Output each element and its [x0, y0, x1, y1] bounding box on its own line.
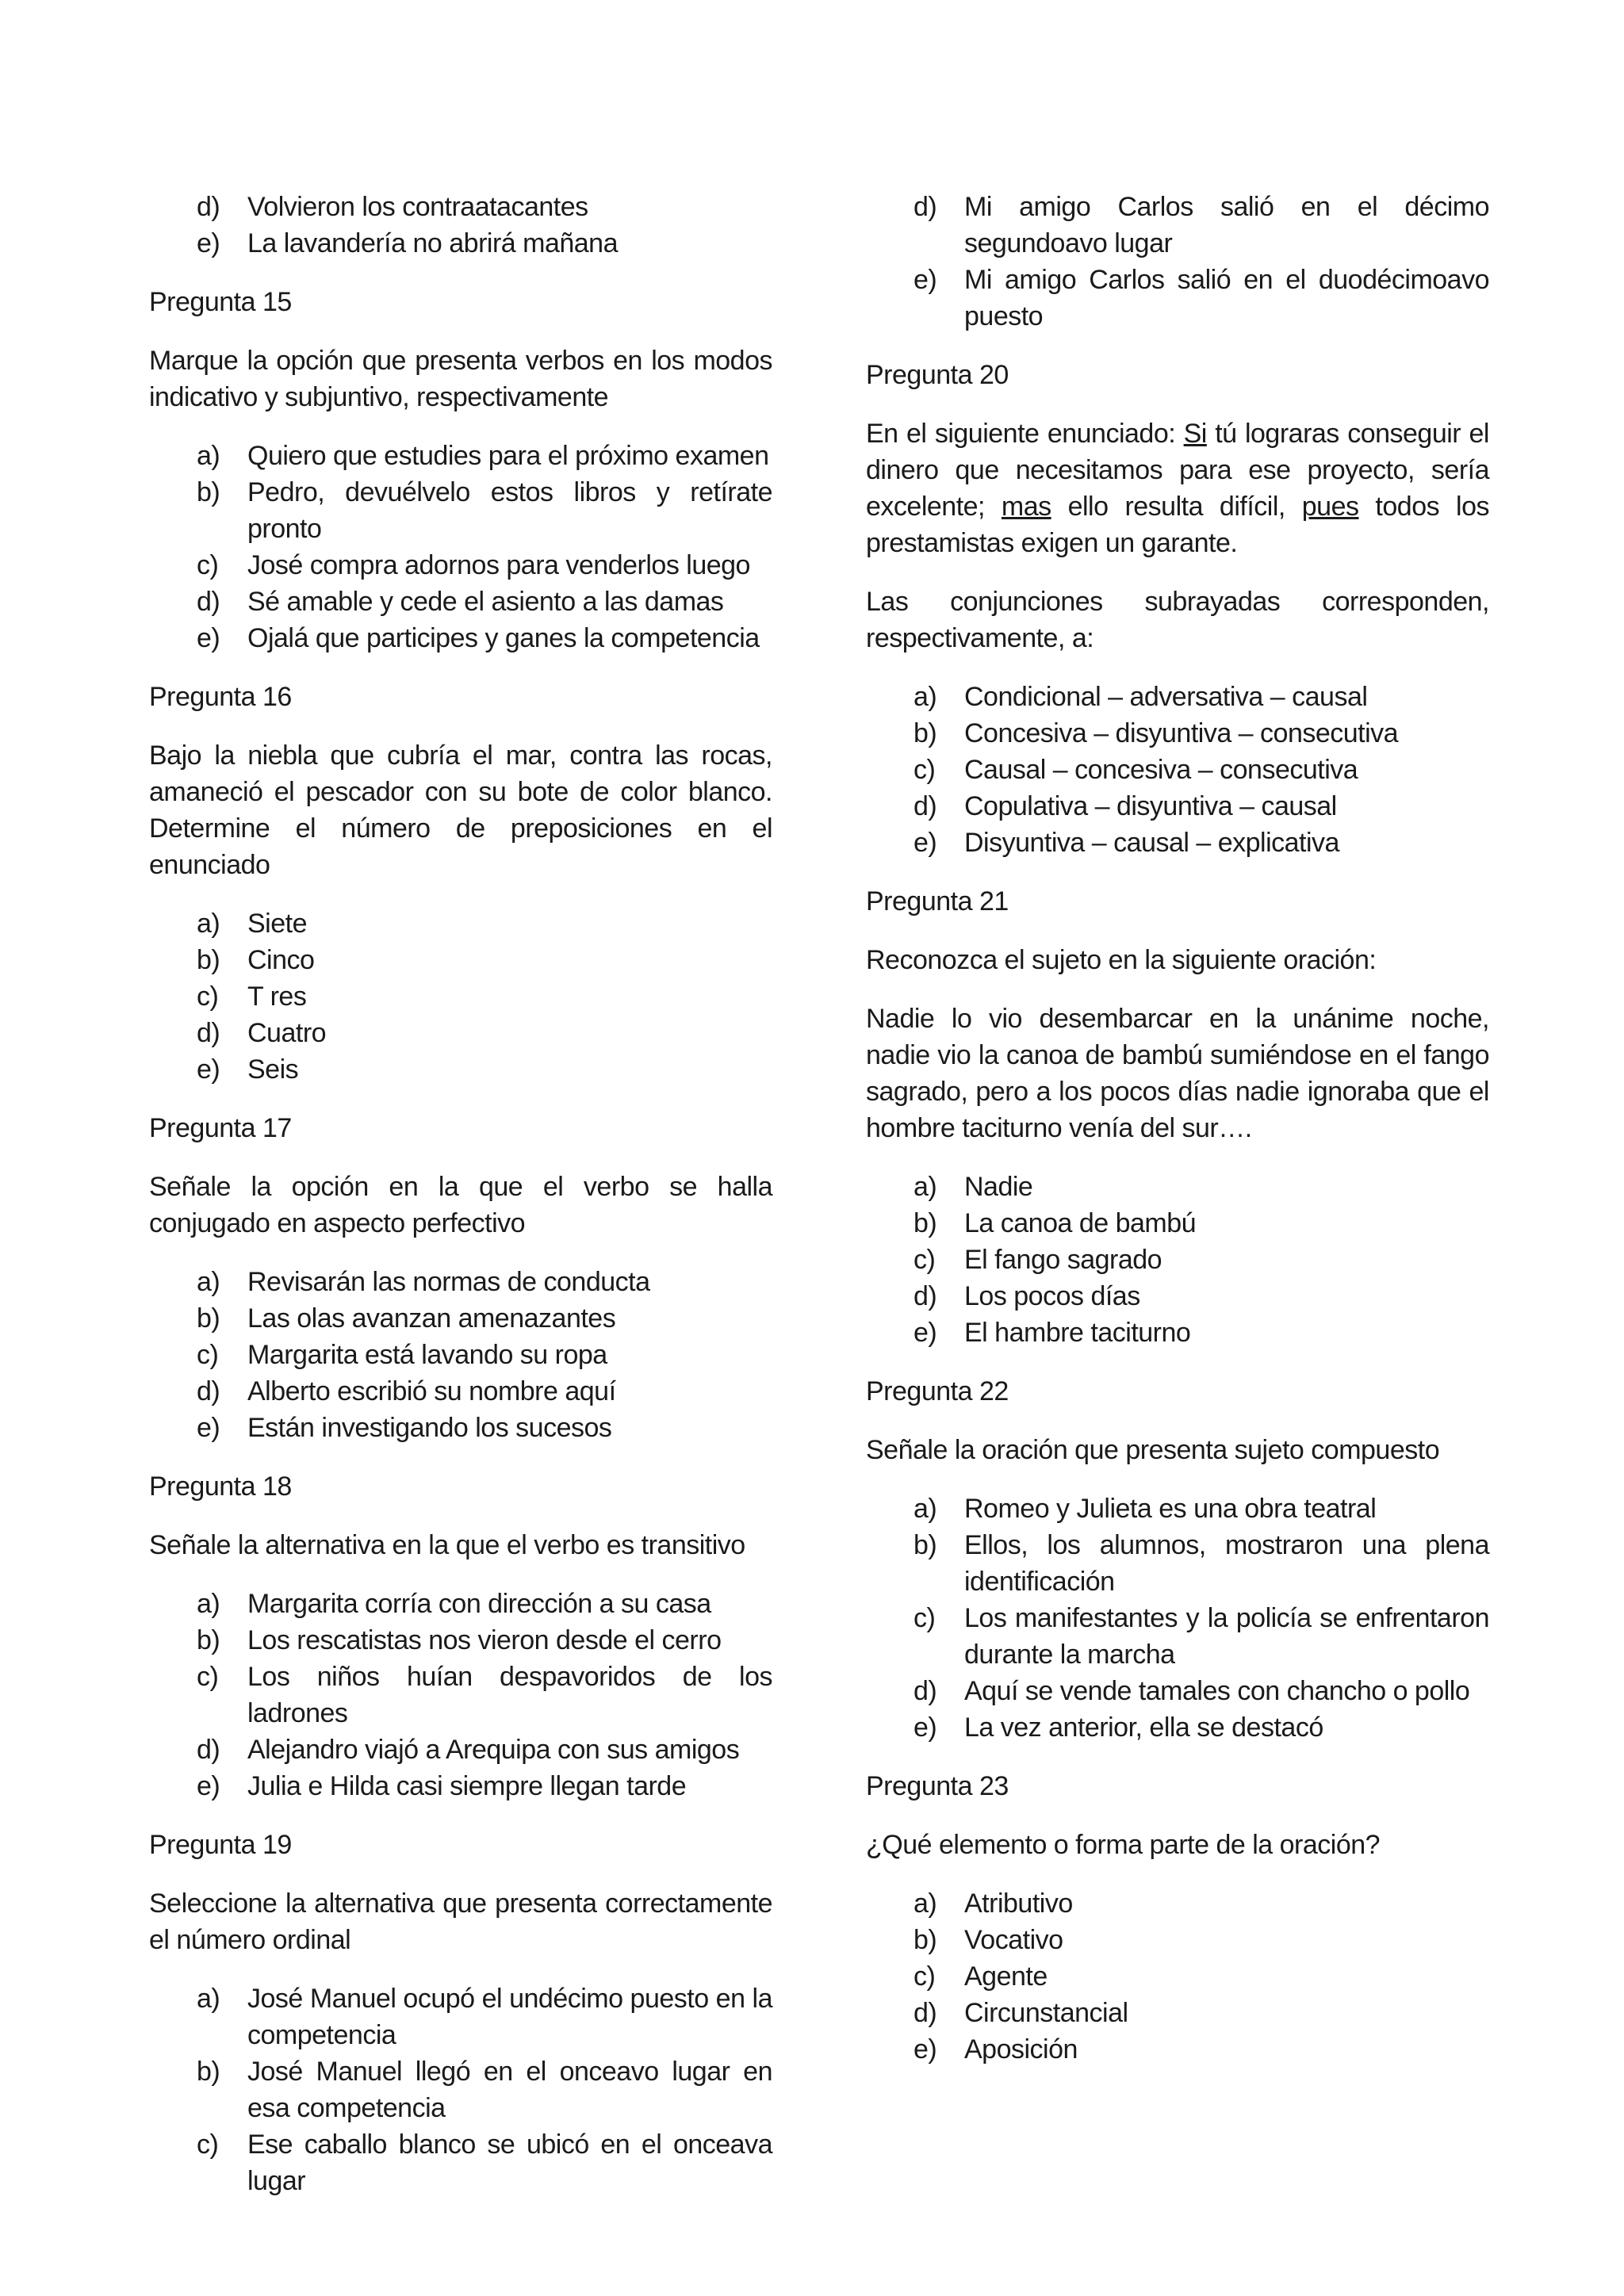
option-item: b) Concesiva – disyuntiva – consecutiva	[914, 718, 1399, 748]
option-item: d) Alberto escribió su nombre aquí	[197, 1376, 616, 1406]
question-passage: Nadie lo vio desembarcar en la unánime noche, nadie vio la canoa de bambú sumiéndose en el fango sagrado, pero a los pocos días nadie ignoraba que el hombre taciturno venía del sur….	[866, 1004, 1489, 1143]
option-list	[149, 1264, 772, 1446]
option-item: e) Disyuntiva – causal – explicativa	[914, 828, 1339, 858]
question-prompt: ¿Qué elemento o forma parte de la oración?	[866, 1830, 1381, 1860]
option-item: a) Atributivo	[914, 1888, 1073, 1919]
option-item: b) Los rescatistas nos vieron desde el cerro	[197, 1625, 722, 1655]
question-heading: Pregunta 21	[866, 886, 1009, 916]
option-item: c) Margarita está lavando su ropa	[197, 1340, 607, 1370]
question-heading: Pregunta 22	[866, 1376, 1009, 1406]
option-item: c) T res	[197, 982, 307, 1012]
option-list	[866, 679, 1489, 861]
option-item: a) Siete	[197, 909, 307, 939]
option-item: e) Aposición	[914, 2034, 1078, 2064]
question-17	[149, 1110, 772, 1446]
option-item: b) Pedro, devuélvelo estos libros y retírate pronto	[197, 477, 772, 544]
option-item: d) Mi amigo Carlos salió en el décimo segundoavo lugar	[914, 192, 1489, 258]
option-item: d) Cuatro	[197, 1018, 327, 1048]
question-18	[149, 1468, 772, 1804]
option-item: d) Los pocos días	[914, 1281, 1140, 1311]
question-heading: Pregunta 17	[149, 1113, 292, 1143]
option-item: c) Agente	[914, 1961, 1048, 1992]
option-item: a) Revisarán las normas de conducta	[197, 1267, 650, 1297]
question-prompt: Seleccione la alternativa que presenta correctamente el número ordinal	[149, 1888, 772, 1955]
underlined-conjunction: pues	[1301, 492, 1359, 522]
question-prompt: Marque la opción que presenta verbos en los modos indicativo y subjuntivo, respectivamente	[149, 346, 772, 412]
right-column	[866, 189, 1489, 2090]
question-prompt: Señale la alternativa en la que el verbo es transitivo	[149, 1530, 745, 1560]
option-item: c) José compra adornos para venderlos luego	[197, 550, 750, 580]
option-item: d) Alejandro viajó a Arequipa con sus amigos	[197, 1735, 740, 1765]
option-item: e) Están investigando los sucesos	[197, 1413, 612, 1443]
question-heading: Pregunta 16	[149, 682, 292, 712]
question-19	[149, 1827, 772, 2199]
question-heading: Pregunta 19	[149, 1830, 292, 1860]
question-heading: Pregunta 23	[866, 1771, 1009, 1801]
option-item: a) José Manuel ocupó el undécimo puesto en la competencia	[197, 1984, 772, 2050]
option-list	[866, 1169, 1489, 1351]
option-item: d) Circunstancial	[914, 1998, 1128, 2028]
option-item: c) Causal – concesiva – consecutiva	[914, 755, 1358, 785]
underlined-conjunction: Si	[1183, 419, 1207, 449]
option-item: b) Ellos, los alumnos, mostraron una plena identificación	[914, 1530, 1489, 1597]
option-item: b) José Manuel llegó en el onceavo lugar en esa competencia	[197, 2057, 772, 2123]
question-heading: Pregunta 15	[149, 287, 292, 317]
question-prompt: En el siguiente enunciado: Si tú lograras conseguir el dinero que necesitamos para ese proyecto, sería excelente; mas ello resulta difícil, pues todos los prestamistas exigen un garante.	[866, 419, 1489, 558]
option-item: c) Ese caballo blanco se ubicó en el onceava lugar	[197, 2130, 772, 2196]
option-item: e) Julia e Hilda casi siempre llegan tarde	[197, 1771, 687, 1801]
question-23	[866, 1768, 1489, 2068]
option-item: c) El fango sagrado	[914, 1245, 1162, 1275]
question-prompt: Señale la oración que presenta sujeto compuesto	[866, 1435, 1440, 1465]
question-15	[149, 284, 772, 656]
question-20	[866, 357, 1489, 861]
question-prompt: Señale la opción en la que el verbo se halla conjugado en aspecto perfectivo	[149, 1172, 772, 1238]
option-list	[866, 189, 1489, 335]
option-item: b) Cinco	[197, 945, 315, 975]
option-item: d) Sé amable y cede el asiento a las damas	[197, 587, 724, 617]
option-item: a) Nadie	[914, 1172, 1033, 1202]
left-column	[149, 189, 772, 2221]
option-item: e) Seis	[197, 1054, 299, 1085]
question-subprompt: Las conjunciones subrayadas corresponden, respectivamente, a:	[866, 587, 1489, 653]
option-item: a) Romeo y Julieta es una obra teatral	[914, 1494, 1377, 1524]
option-item: e) Ojalá que participes y ganes la competencia	[197, 623, 760, 653]
option-item: e) La lavandería no abrirá mañana	[197, 228, 618, 258]
option-list	[149, 438, 772, 656]
option-list	[149, 189, 772, 262]
option-item: b) La canoa de bambú	[914, 1208, 1197, 1238]
option-item: d) Copulativa – disyuntiva – causal	[914, 791, 1337, 821]
underlined-conjunction: mas	[1001, 492, 1051, 522]
option-item: e) El hambre taciturno	[914, 1318, 1191, 1348]
question-prompt: Bajo la niebla que cubría el mar, contra las rocas, amaneció el pescador con su bote de color blanco. Determine el número de preposiciones en el enunciado	[149, 740, 772, 880]
option-item: b) Vocativo	[914, 1925, 1063, 1955]
option-list	[866, 1885, 1489, 2068]
option-list	[866, 1490, 1489, 1746]
question-22	[866, 1373, 1489, 1746]
option-list	[149, 1980, 772, 2199]
option-item: d) Aquí se vende tamales con chancho o pollo	[914, 1676, 1470, 1706]
question-21	[866, 883, 1489, 1351]
option-item: c) Los niños huían despavoridos de los ladrones	[197, 1662, 772, 1728]
question-heading: Pregunta 20	[866, 360, 1009, 390]
question-heading: Pregunta 18	[149, 1471, 292, 1502]
option-item: e) La vez anterior, ella se destacó	[914, 1712, 1323, 1743]
option-list	[149, 1586, 772, 1804]
question-16	[149, 679, 772, 1088]
option-item: a) Quiero que estudies para el próximo examen	[197, 441, 769, 471]
option-item: d) Volvieron los contraatacantes	[197, 192, 588, 222]
option-item: b) Las olas avanzan amenazantes	[197, 1303, 616, 1334]
option-item: c) Los manifestantes y la policía se enfrentaron durante la marcha	[914, 1603, 1489, 1670]
option-item: a) Condicional – adversativa – causal	[914, 682, 1368, 712]
option-item: a) Margarita corría con dirección a su casa	[197, 1589, 711, 1619]
option-list	[149, 905, 772, 1088]
option-item: e) Mi amigo Carlos salió en el duodécimoavo puesto	[914, 265, 1489, 331]
question-prompt: Reconozca el sujeto en la siguiente oración:	[866, 945, 1377, 975]
